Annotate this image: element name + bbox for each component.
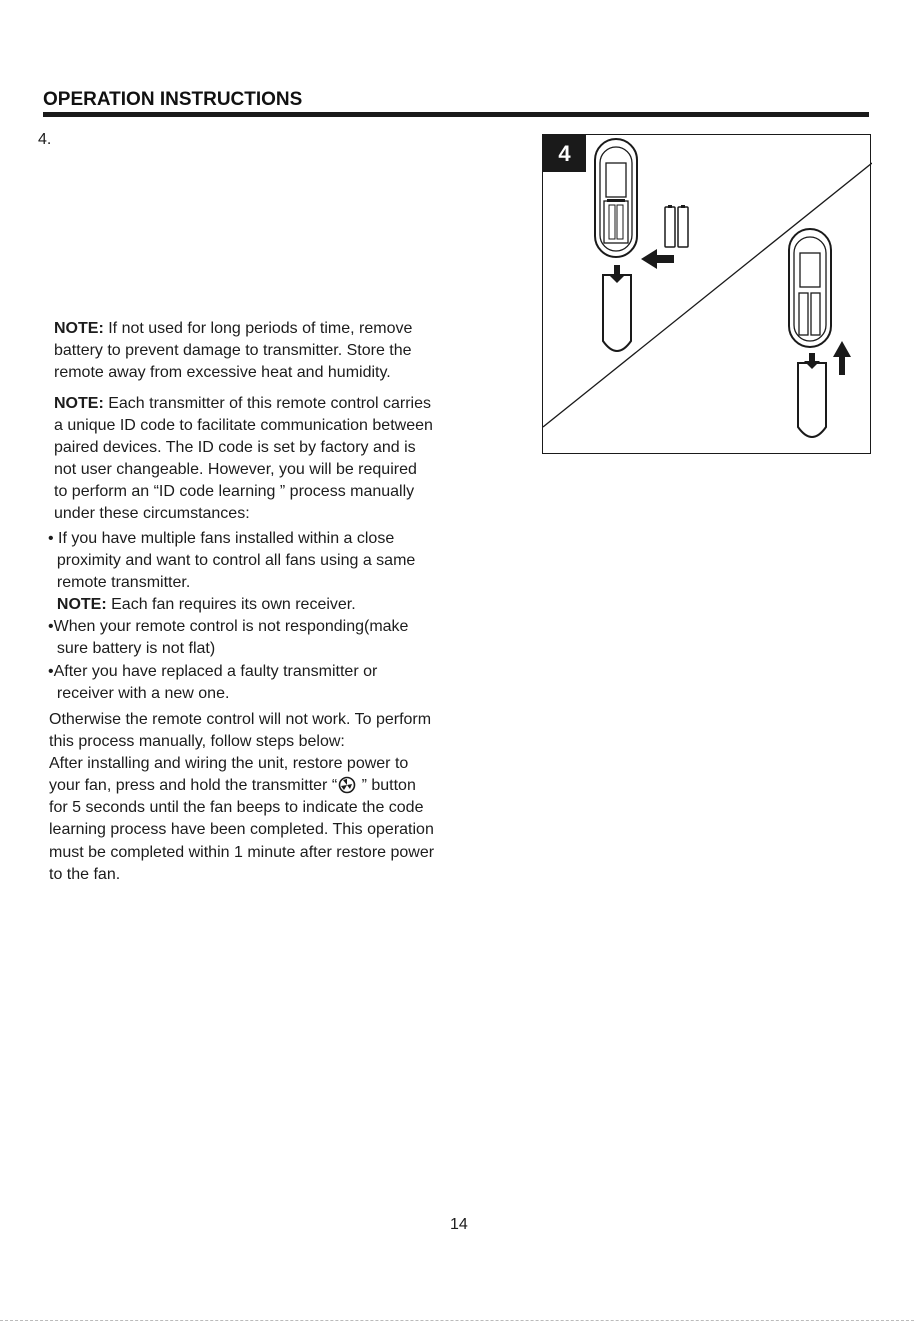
- note-text: under these circumstances:: [54, 505, 250, 523]
- list-item: receiver with a new one.: [48, 684, 230, 702]
- paragraph-line: for 5 seconds until the fan beeps to indicate the code: [49, 799, 424, 817]
- note-text: Each fan requires its own receiver.: [106, 596, 356, 614]
- paragraph-line: your fan, press and hold the transmitter “: [49, 777, 338, 795]
- list-item: proximity and want to control all fans using a same: [48, 552, 416, 570]
- header-rule: [43, 112, 869, 117]
- fan-icon: [338, 776, 356, 794]
- note-text: not user changeable. However, you will be required: [54, 461, 417, 479]
- list-item: •After you have replaced a faulty transmitter or: [48, 662, 378, 680]
- paragraph-line: ” button: [357, 777, 416, 795]
- circumstance-list: [48, 528, 415, 705]
- page-title: OPERATION INSTRUCTIONS: [43, 89, 303, 110]
- battery-cover-icon: [798, 353, 826, 437]
- list-item: remote transmitter.: [48, 574, 191, 592]
- note-text: Each transmitter of this remote control carries: [103, 395, 432, 412]
- note-label: NOTE:: [56, 596, 107, 614]
- note-text: paired devices. The ID code is set by factory and is: [54, 439, 416, 457]
- list-item: sure battery is not flat): [48, 640, 216, 658]
- note-text: a unique ID code to facilitate communication between: [54, 417, 433, 435]
- list-item: • If you have multiple fans installed within a close: [48, 530, 395, 547]
- note-label: NOTE:: [54, 320, 104, 337]
- note-text: remote away from excessive heat and humidity.: [54, 364, 391, 382]
- battery-illustration: [542, 134, 871, 454]
- note-id-code: [54, 393, 433, 526]
- step-badge: 4: [543, 135, 586, 172]
- remote-open-icon: [595, 139, 637, 257]
- note-label: NOTE:: [54, 395, 104, 412]
- remote-loaded-icon: [789, 229, 831, 347]
- note-text: If not used for long periods of time, remove: [103, 320, 413, 337]
- note-battery: [54, 318, 412, 384]
- paragraph-line: learning process have been completed. This operation: [49, 821, 434, 839]
- page-number: 14: [450, 1216, 468, 1233]
- paragraph-line: this process manually, follow steps below:: [49, 733, 345, 751]
- note-text: to perform an “ID code learning ” process manually: [54, 483, 415, 501]
- battery-cover-icon: [603, 265, 631, 351]
- learning-procedure: [49, 709, 434, 886]
- paragraph-line: to the fan.: [49, 865, 121, 883]
- battery-pair-icon: [665, 205, 688, 247]
- paragraph-line: Otherwise the remote control will not work. To perform: [49, 711, 432, 728]
- arrow-up-icon: [833, 341, 851, 375]
- step-number: 4.: [38, 131, 52, 148]
- footer-rule: [0, 1320, 914, 1321]
- note-text: battery to prevent damage to transmitter. Store the: [54, 342, 412, 360]
- paragraph-line: After installing and wiring the unit, restore power to: [49, 755, 409, 773]
- paragraph-line: must be completed within 1 minute after restore power: [49, 843, 435, 861]
- figure-drawing: [543, 135, 872, 455]
- arrow-left-icon: [641, 249, 674, 269]
- list-item: •When your remote control is not responding(make: [48, 618, 409, 636]
